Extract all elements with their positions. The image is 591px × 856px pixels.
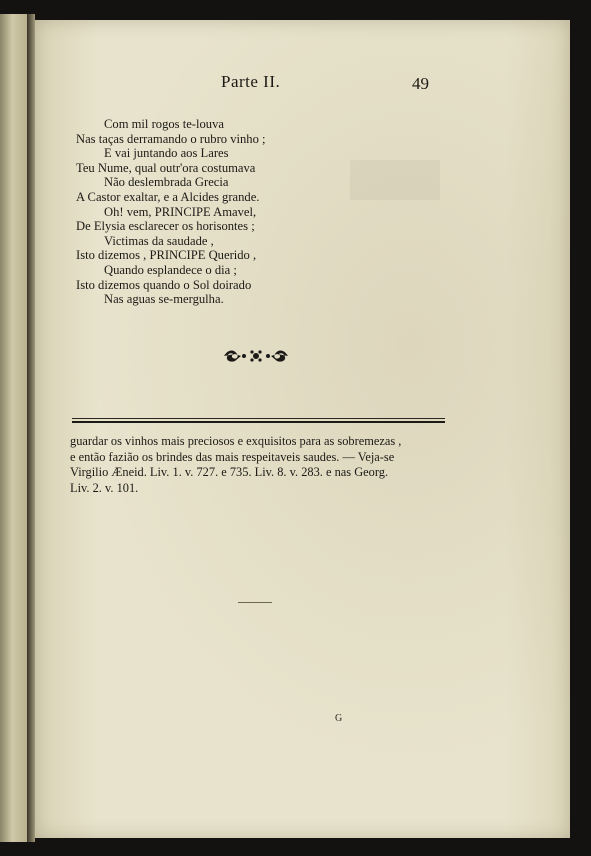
poem-line: Teu Nume, qual outr'ora costumava <box>76 160 256 175</box>
separator-rule <box>238 602 272 603</box>
poem-block <box>72 117 372 307</box>
footnote-line: Liv. 2. v. 101. <box>70 480 139 495</box>
footnote-line: guardar os vinhos mais preciosos e exquisitos para as sobremezas , <box>70 434 402 448</box>
footnote-line: Virgilio Æneid. Liv. 1. v. 727. e 735. Liv. 8. v. 283. e nas Georg. <box>70 465 389 479</box>
poem-line: Quando esplandece o dia ; <box>104 262 237 277</box>
poem-line: Victimas da saudade , <box>104 233 214 248</box>
footnote-rule-thin <box>72 418 445 419</box>
signature-mark: G <box>335 713 343 724</box>
poem-line: Oh! vem, PRINCIPE Amavel, <box>104 204 257 219</box>
poem-line: Não deslembrada Grecia <box>104 175 229 190</box>
footnote-rule-thick <box>72 421 445 423</box>
poem-line: E vai juntando aos Lares <box>104 146 229 161</box>
footnote-block <box>70 434 450 496</box>
poem-line: A Castor exaltar, e a Alcides grande. <box>76 189 260 204</box>
page-number: 49 <box>412 74 429 93</box>
poem-line: De Elysia esclarecer os horisontes ; <box>76 219 255 234</box>
book-gutter <box>27 14 35 842</box>
poem-line: Nas aguas se-mergulha. <box>104 292 224 307</box>
poem-line: Isto dizemos , PRINCIPE Querido , <box>76 248 257 263</box>
page-header-title: Parte II. <box>221 72 281 91</box>
poem-line: Nas taças derramando o rubro vinho ; <box>76 131 266 146</box>
fleuron-ornament <box>222 346 290 366</box>
poem-line: Isto dizemos quando o Sol doirado <box>76 277 252 292</box>
footnote-line: e então fazião os brindes das mais respeitaveis saudes. — Veja-se <box>70 449 395 464</box>
facing-page-edge <box>0 14 28 842</box>
poem-line: Com mil rogos te-louva <box>104 117 224 131</box>
